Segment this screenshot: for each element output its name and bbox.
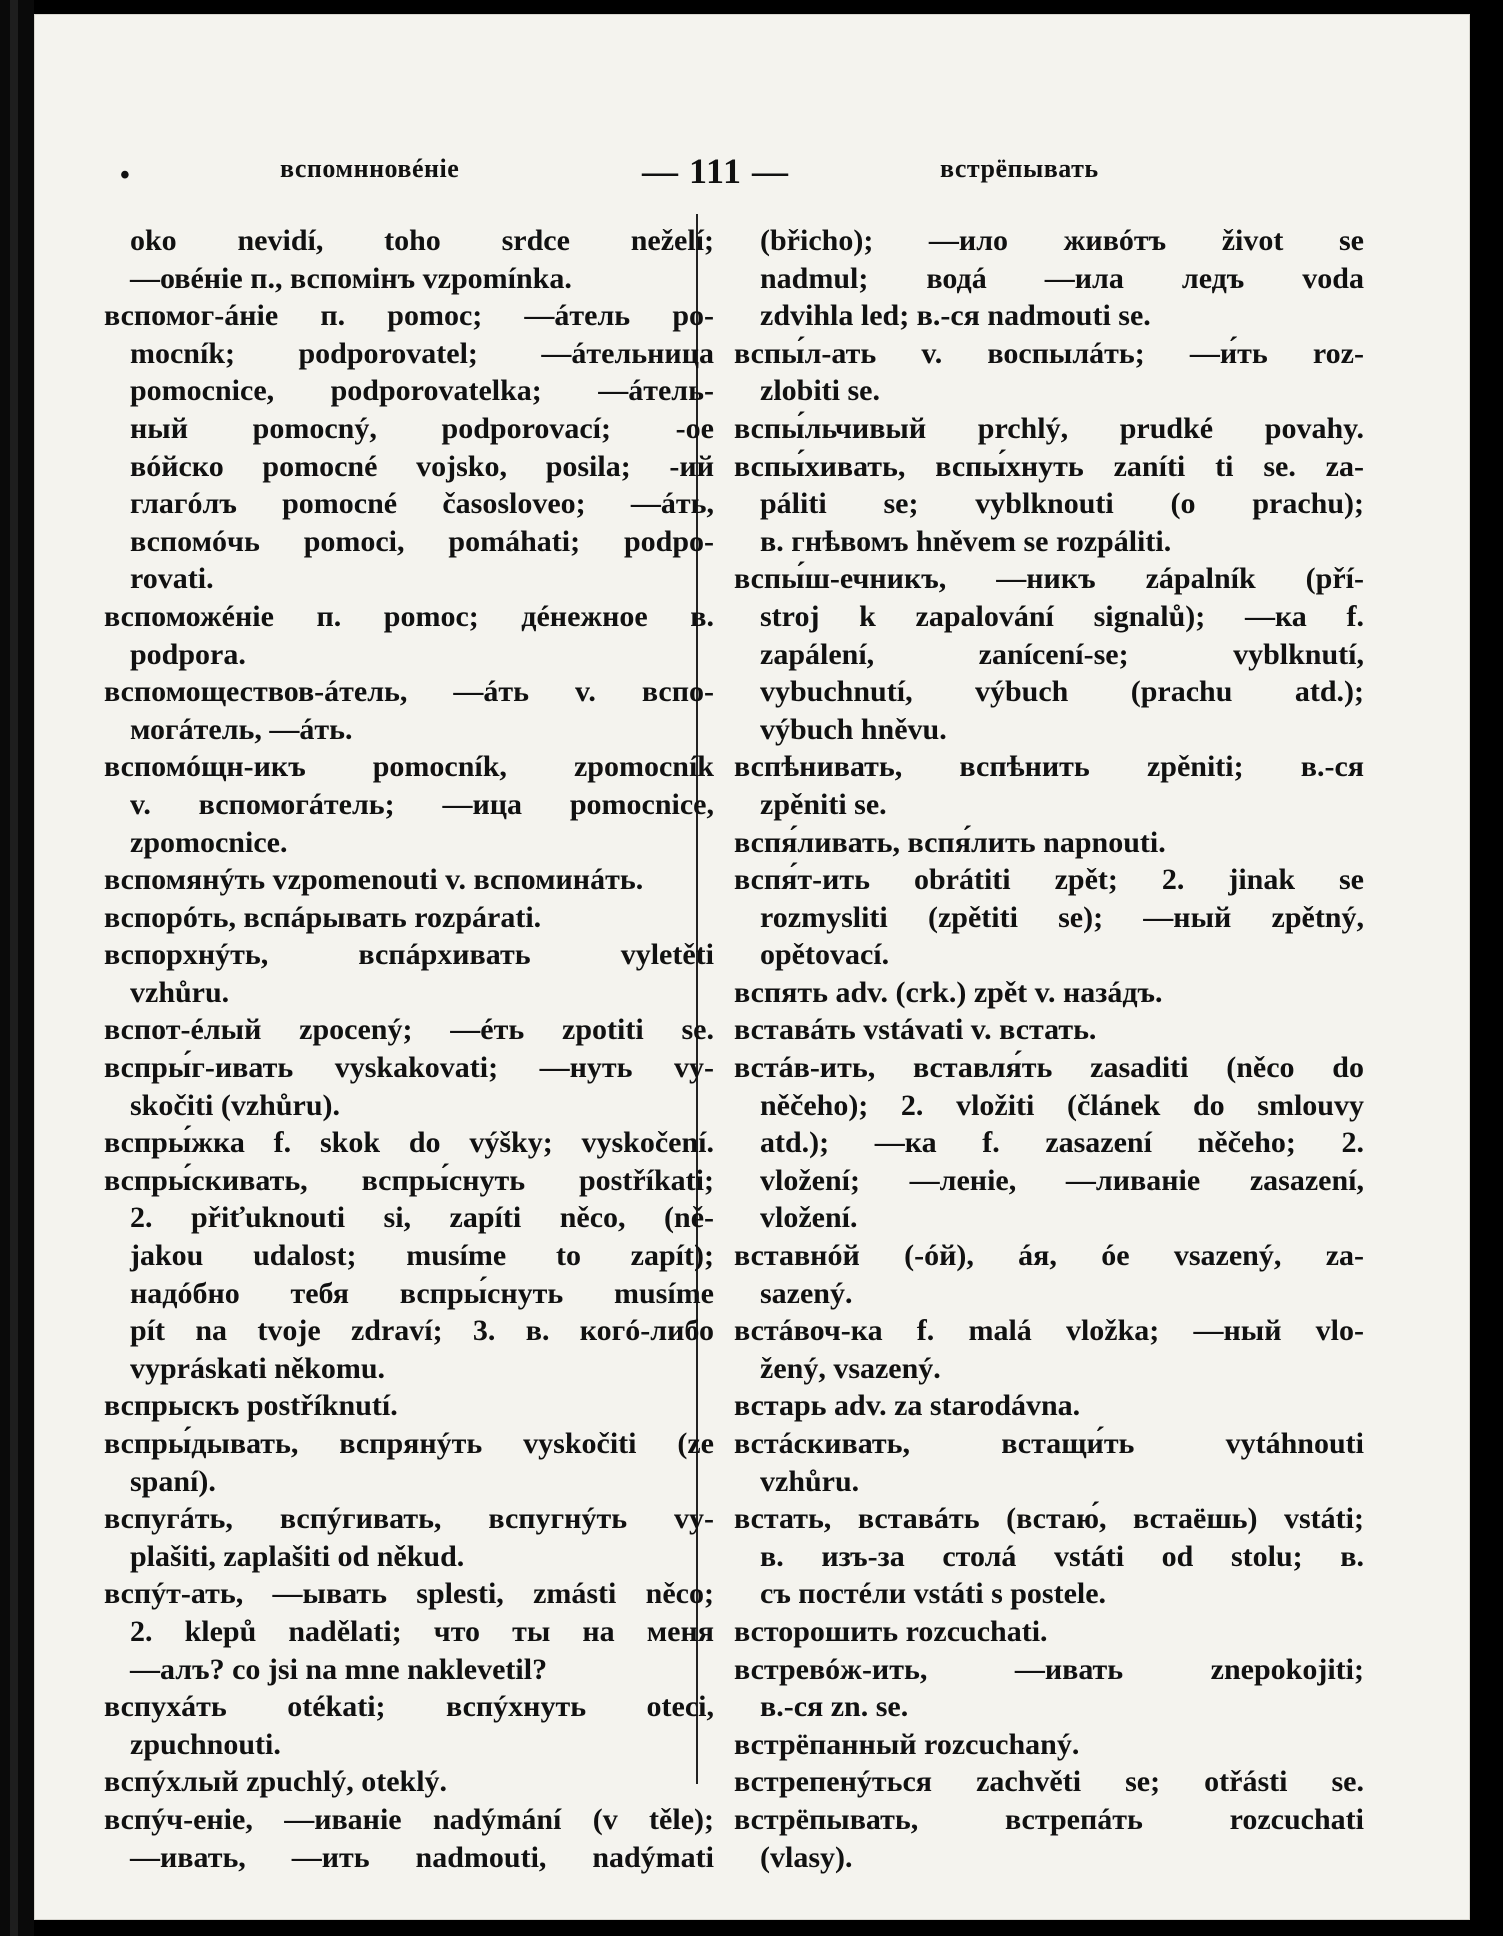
text-line: v. вспомогáтель; —ица pomocnice, (130, 787, 714, 821)
text-line: вспы́ш-ечникъ, —никъ zápalník (pří- (734, 562, 1364, 596)
text-line: zdvihla led; в.-ся nadmouti se. (760, 299, 1151, 333)
text-line: вспѣнивать, вспѣнить zpěniti; в.-ся (734, 750, 1364, 784)
text-line: вспы́л-ать v. воспылáть; —и́ть roz- (734, 336, 1364, 370)
text-line: встрёпанный rozcuchaný. (734, 1727, 1080, 1761)
text-line: vzhůru. (760, 1464, 860, 1498)
text-line: вспот-éлый zpocený; —éть zpotiti se. (104, 1013, 714, 1047)
text-line: atd.); —ка f. zasazení něčeho; 2. (760, 1126, 1364, 1160)
text-line: вспя́т-ить obrátiti zpět; 2. jinak se (734, 863, 1364, 897)
text-line: nadmul; водá —ила ледъ voda (760, 261, 1364, 295)
text-line: mocník; podporovatel; —áтельница (130, 336, 714, 370)
text-line: —ивать, —ить nadmouti, nadýmati (130, 1840, 714, 1874)
text-line: встáвоч-ка f. malá vložka; —ный vlo- (734, 1314, 1364, 1348)
text-line: вспорхнýть, вспáрхивать vyletěti (104, 938, 714, 972)
text-line: вспугáть, вспýгивать, вспугнýть vy- (104, 1502, 714, 1536)
text-line: stroj k zapalování signalů); —ка f. (760, 599, 1364, 633)
text-line: в.-ся zn. se. (760, 1690, 909, 1724)
text-line: вспýч-еніе, —иваніе nadýmání (v těle); (104, 1802, 714, 1836)
text-line: вспомог-áніе п. pomoc; —áтель po- (104, 299, 714, 333)
text-line: 2. přiťuknouti si, zapíti něco, (ně- (130, 1201, 714, 1235)
text-line: (břicho); —ило живóтъ život se (760, 224, 1364, 257)
text-line: vybuchnutí, výbuch (prachu atd.); (760, 675, 1364, 709)
text-line: вспры́скивать, вспры́снуть postříkati; (104, 1163, 714, 1197)
text-line: в. гнѣвомъ hněvem se rozpáliti. (760, 524, 1172, 558)
text-line: vzhůru. (130, 975, 230, 1009)
text-line: spaní). (130, 1464, 216, 1498)
text-line: vložení. (760, 1201, 858, 1235)
text-line: вспять adv. (crk.) zpět v. назáдъ. (734, 975, 1163, 1009)
text-line: надóбно тебя вспры́снуть musíme (130, 1276, 714, 1310)
text-line: rozmysliti (zpětiti se); —ный zpětný, (760, 900, 1364, 934)
text-line: вспорóть, вспáрывать rozpárati. (104, 900, 542, 934)
text-line: podpora. (130, 637, 246, 671)
text-line: вспоможéніе п. pomoc; дéнежное в. (104, 599, 714, 633)
text-line: вспрыскъ postříknutí. (104, 1389, 398, 1423)
text-line: встревóж-ить, —ивать znepokojiti; (734, 1652, 1364, 1686)
text-line: вспомóчь pomoci, pomáhati; podpo- (130, 524, 714, 558)
header-right-guide-word: встрёпывать (940, 154, 1099, 183)
text-line: 2. klepů nadělati; что ты на меня (130, 1614, 714, 1648)
text-line: встрёпывать, встрепáть rozcuchati (734, 1802, 1364, 1836)
text-line: skočiti (vzhůru). (130, 1088, 340, 1122)
text-line: páliti se; vyblknouti (o prachu); (760, 487, 1364, 521)
text-line: —алъ? co jsi na mne naklevetil? (130, 1652, 548, 1686)
text-line: вставáть vstávati v. встать. (734, 1013, 1097, 1047)
text-line: встрепенýться zachvěti se; otřásti se. (734, 1765, 1364, 1799)
text-line: вспомóщн-икъ pomocník, zpomocník (104, 750, 714, 784)
text-line: plašiti, zaplašiti od někud. (130, 1539, 465, 1573)
text-line: встарь adv. za starodávna. (734, 1389, 1081, 1423)
text-line: вставнóй (-óй), áя, óе vsazený, za- (734, 1239, 1364, 1273)
text-line: opětovací. (760, 938, 890, 972)
text-line: вспры́дывать, вспрянýть vyskočiti (ze (104, 1427, 714, 1460)
right-column (734, 222, 1364, 1876)
text-line: vložení; —леніе, —ливаніе zasazení, (760, 1163, 1364, 1197)
text-line: всторошить rozcuchati. (734, 1614, 1048, 1648)
text-line: встáскивать, встащи́ть vytáhnouti (734, 1427, 1364, 1460)
text-line: zpomocnice. (130, 825, 288, 859)
text-line: глагóлъ pomocné časosloveо; —áть, (130, 487, 714, 521)
text-line: zlobiti se. (760, 374, 880, 408)
text-line: вспы́льчивый prchlý, prudké povahy. (734, 411, 1364, 445)
text-line: вспомянýть vzpomenouti v. вспоминáть. (104, 863, 644, 897)
text-line: вспы́хивать, вспы́хнуть zaníti ti se. za- (734, 449, 1364, 483)
text-line: съ постéли vstáti s postele. (760, 1577, 1107, 1611)
text-line: вспры́жка f. skok do výšky; vyskočení. (104, 1126, 714, 1160)
header-left-guide-word: вспомнновéніе (280, 154, 460, 183)
text-line: встáв-ить, вставля́ть zasaditi (něco do (734, 1051, 1364, 1085)
text-line: ный pomocný, podporovací; -ое (130, 411, 714, 445)
page-number: — 111 — (642, 151, 790, 191)
text-line: pomocnice, podporovatelka; —áтель- (130, 374, 714, 408)
text-line: zapálení, zanícení-se; vyblknutí, (760, 637, 1364, 671)
text-line: (vlasy). (760, 1840, 853, 1874)
header-dot: • (120, 160, 130, 191)
left-column (104, 222, 714, 1876)
text-line: —овéніе п., вспомінъ vzpomínka. (130, 261, 572, 295)
text-line: žený, vsazený. (760, 1351, 941, 1385)
text-line: jakou udalost; musíme to zapít); (130, 1239, 714, 1273)
text-line: вóйско pomocné vojsko, posila; -ий (130, 449, 714, 483)
text-line: вспя́ливать, вспя́лить napnouti. (734, 825, 1166, 859)
text-line: вспры́г-ивать vyskakovati; —нуть vy- (104, 1051, 714, 1085)
text-line: vypráskati někomu. (130, 1351, 386, 1385)
text-line: вспомоществов-áтель, —áть v. вспо- (104, 675, 714, 709)
text-line: zpěniti se. (760, 787, 887, 821)
text-line: rovati. (130, 562, 214, 596)
text-line: výbuch hněvu. (760, 712, 947, 746)
page-header (34, 152, 1470, 192)
text-line: могáтель, —áть. (130, 712, 353, 746)
text-line: в. изъ-за столá vstáti od stolu; в. (760, 1539, 1364, 1573)
text-line: oko nevidí, toho srdce neželí; (130, 224, 714, 257)
text-line: něčeho); 2. vložiti (článek do smlouvy (760, 1088, 1364, 1122)
text-line: вспýхлый zpuchlý, oteklý. (104, 1765, 448, 1799)
text-line: вспýт-ать, —ывать splesti, zmásti něco; (104, 1577, 714, 1611)
text-line: pít na tvoje zdraví; 3. в. когó-либо (130, 1314, 714, 1348)
text-line: zpuchnouti. (130, 1727, 281, 1761)
scan-left-border (0, 0, 34, 1936)
text-line: sazený. (760, 1276, 853, 1310)
text-line: встать, вставáть (встаю́, встаёшь) vstáti; (734, 1502, 1364, 1536)
dictionary-page (34, 14, 1470, 1920)
text-line: вспухáть otékati; вспýхнуть oteci, (104, 1690, 714, 1724)
